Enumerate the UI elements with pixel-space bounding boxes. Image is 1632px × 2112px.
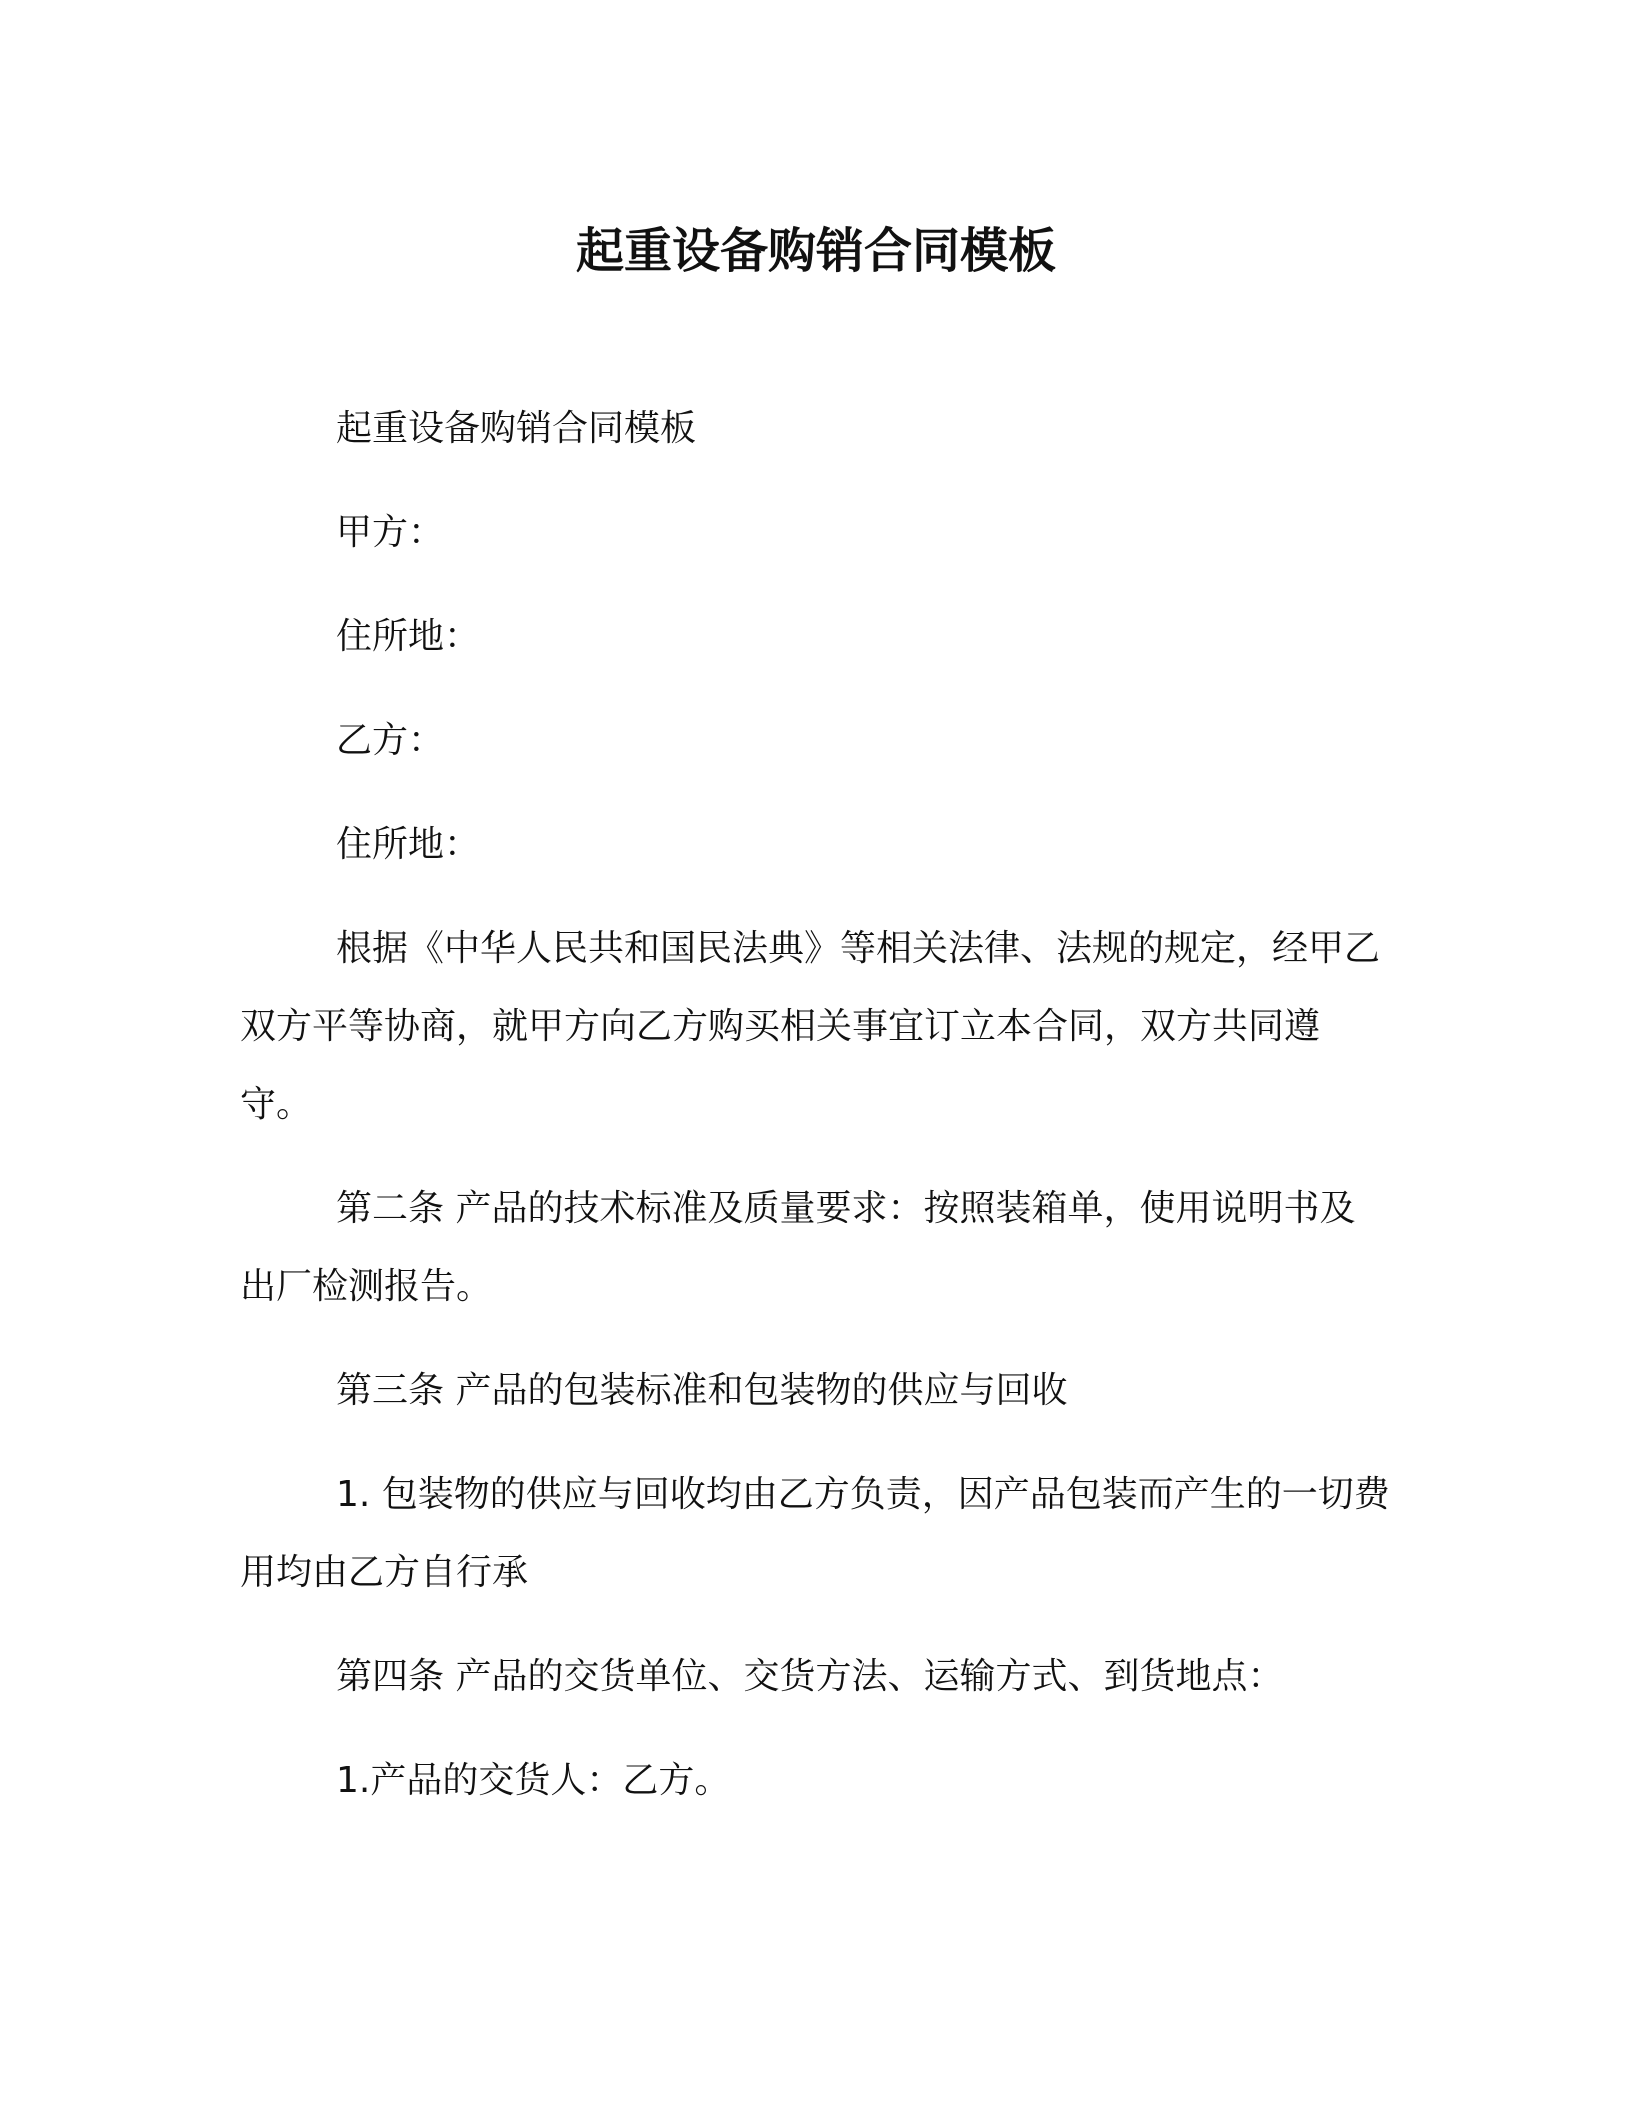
party-a-address-label: 住所地： xyxy=(336,616,481,657)
article-4-heading: 第四条 产品的交货单位、交货方法、运输方式、到货地点： xyxy=(336,1656,1284,1697)
article-3-heading: 第三条 产品的包装标准和包装物的供应与回收 xyxy=(336,1370,1068,1411)
article-4-item-1: 1.产品的交货人：乙方。 xyxy=(336,1760,731,1801)
article-2-paragraph: 第二条 产品的技术标准及质量要求：按照装箱单，使用说明书及出厂检测报告。 xyxy=(240,1188,1356,1307)
document-body xyxy=(240,390,1390,1846)
party-b-label: 乙方： xyxy=(336,720,445,761)
body-subtitle: 起重设备购销合同模板 xyxy=(336,408,697,449)
contract-basis-paragraph: 根据《中华人民共和国民法典》等相关法律、法规的规定，经甲乙双方平等协商，就甲方向乙方购买相关事宜订立本合同，双方共同遵守。 xyxy=(240,928,1381,1125)
party-b-address-label: 住所地： xyxy=(336,824,481,865)
party-a-label: 甲方： xyxy=(336,512,445,553)
document-title: 起重设备购销合同模板 xyxy=(575,223,1056,279)
article-3-item-1: 1. 包装物的供应与回收均由乙方负责，因产品包装而产生的一切费用均由乙方自行承 xyxy=(240,1474,1390,1593)
